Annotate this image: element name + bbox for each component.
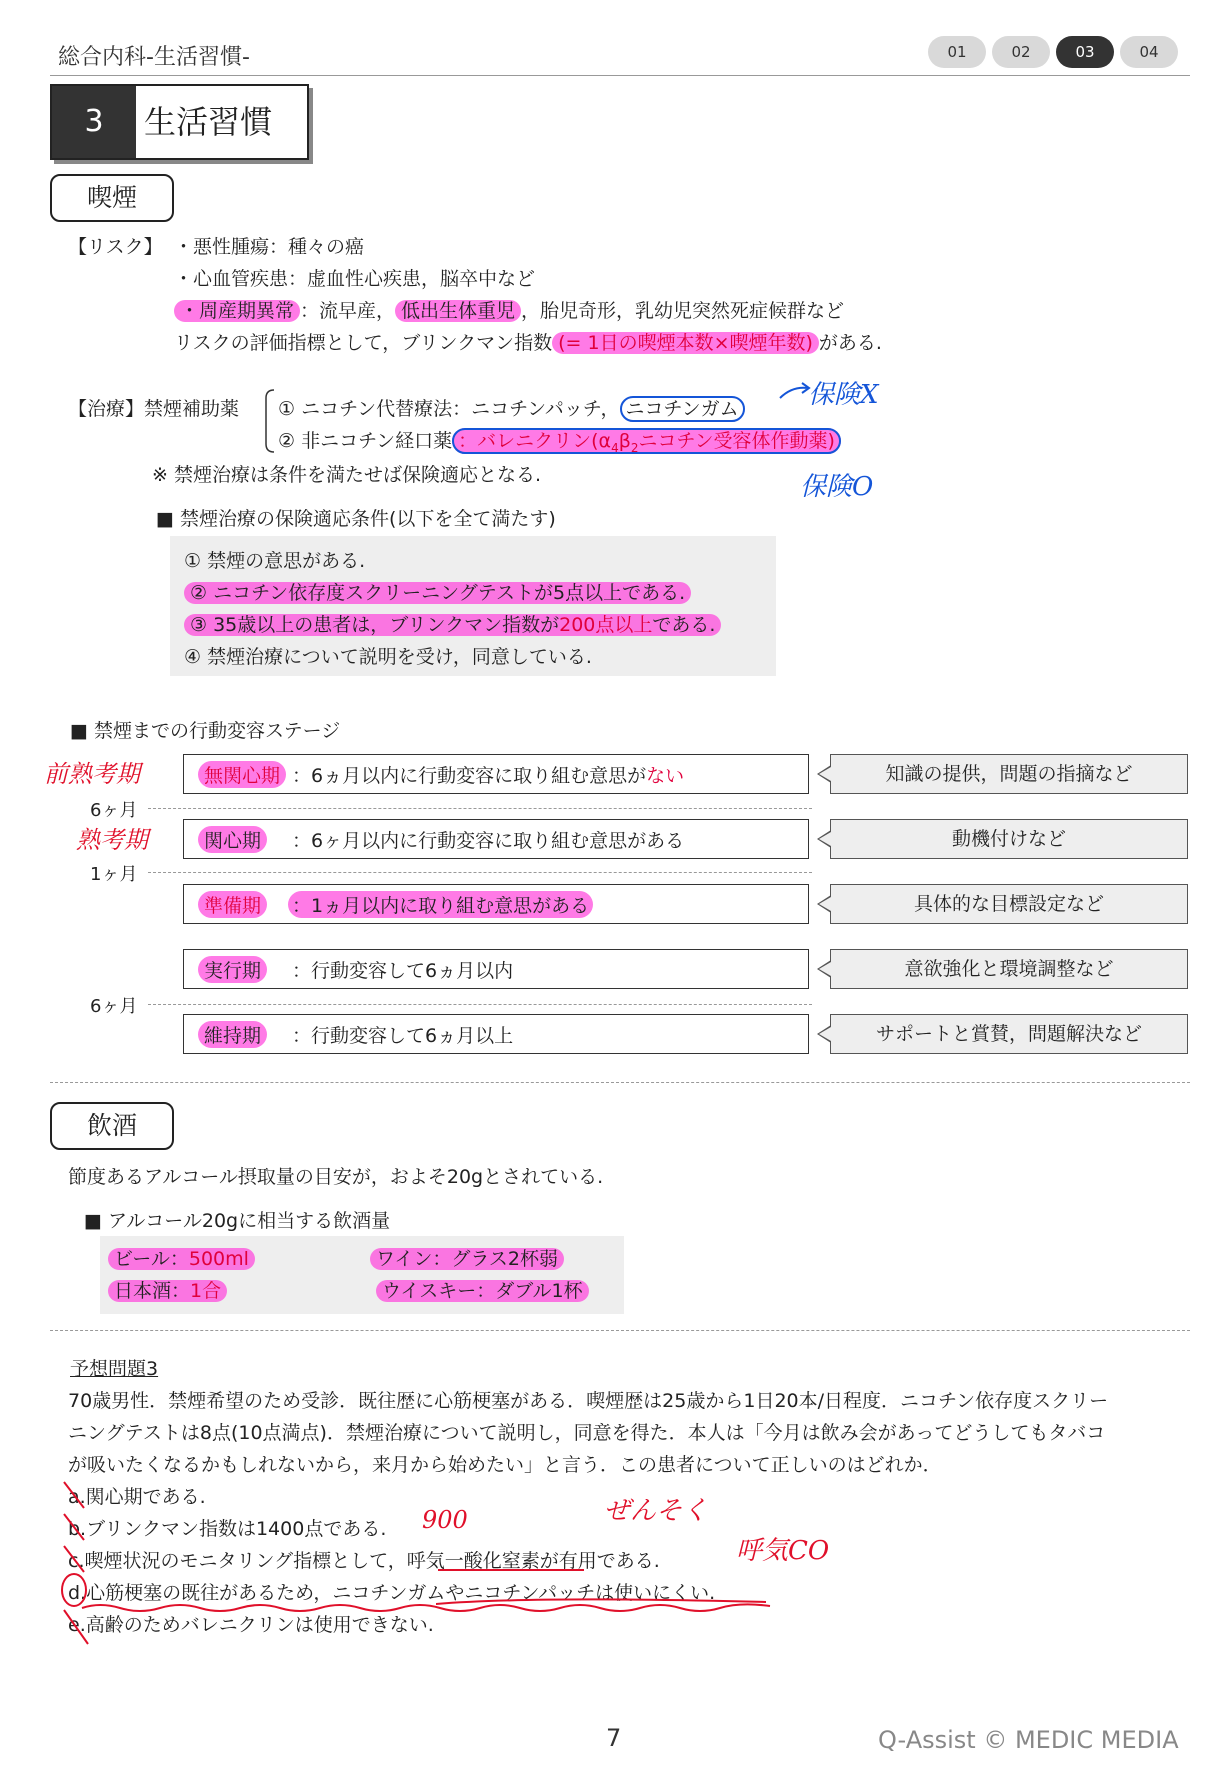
period-label: 6ヶ月 <box>90 996 138 1017</box>
insurance-note: ※ 禁煙治療は条件を満たせば保険適応となる. <box>152 464 542 486</box>
treatment-label: 【治療】禁煙補助薬 <box>68 398 240 420</box>
question-stem-line: ニングテストは8点(10点満点)．禁煙治療について説明し，同意を得た．本人は「今月は飲み会があってどうしてもタバコ <box>68 1422 1106 1444</box>
section-tab-smoking: 喫煙 <box>50 174 174 222</box>
header-divider <box>50 75 1190 76</box>
drug-nicotine-replacement: ① ニコチン代替療法：ニコチンパッチ， ニコチンガム <box>278 394 745 421</box>
alcohol-intro: 節度あるアルコール摂取量の目安が，およそ20gとされている. <box>68 1166 604 1188</box>
condition-1: ① 禁煙の意思がある. <box>184 550 366 572</box>
choice-c[interactable]: c.喫煙状況のモニタリング指標として，呼気一酸化窒素が有用である. <box>68 1550 660 1572</box>
alcohol-whisky: ウイスキー：ダブル1杯 <box>376 1276 589 1303</box>
handwritten-arrow-icon <box>778 380 812 402</box>
copyright: Q-Assist © MEDIC MEDIA <box>878 1726 1179 1754</box>
advice-preparation: 具体的な目標設定など <box>830 884 1188 924</box>
page-number: 7 <box>606 1724 622 1752</box>
handwritten-contemplation: 熟考期 <box>76 826 148 854</box>
alcohol-beer: ビール：500ml <box>108 1244 255 1271</box>
choice-d[interactable]: d.心筋梗塞の既往があるため，ニコチンガムやニコチンパッチは使いにくい. <box>68 1582 716 1604</box>
question-title: 予想問題3 <box>70 1358 159 1380</box>
question-stem-line: が吸いたくなるかもしれないから，来月から始めたい」と言う．この患者について正しいのはどれか． <box>68 1454 942 1476</box>
section-divider <box>50 1082 1190 1083</box>
handwritten-strike-marks-icon <box>58 1478 98 1648</box>
advice-action: 意欲強化と環境調整など <box>830 949 1188 989</box>
stage-precontemplation: 無関心期 ：6ヵ月以内に行動変容に取り組む意思がない <box>183 754 809 794</box>
chapter-heading <box>50 84 309 160</box>
period-divider <box>148 808 812 809</box>
advice-maintenance: サポートと賞賛，問題解決など <box>830 1014 1188 1054</box>
treatment-bracket <box>262 388 276 454</box>
choice-b[interactable]: b.ブリンクマン指数は1400点である. <box>68 1518 387 1540</box>
chapter-number: 3 <box>52 86 136 158</box>
choice-a[interactable]: a.関心期である. <box>68 1486 206 1508</box>
section-tab-alcohol: 飲酒 <box>50 1102 174 1150</box>
risk-item-cancer: ・悪性腫瘍：種々の癌 <box>174 236 365 258</box>
risk-label: 【リスク】 <box>68 236 163 258</box>
period-divider <box>148 872 812 873</box>
stage-maintenance: 維持期 ：行動変容して6ヵ月以上 <box>183 1014 809 1054</box>
handwritten-insurance-x: 保険X <box>808 380 879 410</box>
handwritten-c-note1: ぜんそく <box>604 1496 709 1526</box>
handwritten-b-note: 900 <box>422 1506 468 1534</box>
stage-action: 実行期 ：行動変容して6ヵ月以内 <box>183 949 809 989</box>
condition-3: ③ 35歳以上の患者は，ブリンクマン指数が200点以上である. <box>184 610 721 637</box>
risk-item-cardiovascular: ・心血管疾患：虚血性心疾患，脳卒中など <box>174 268 536 290</box>
alcohol-sake: 日本酒：1合 <box>108 1276 227 1303</box>
advice-contemplation: 動機付けなど <box>830 819 1188 859</box>
advice-precontemplation: 知識の提供，問題の指摘など <box>830 754 1188 794</box>
chapter-title: 生活習慣 <box>144 103 273 141</box>
insurance-conditions-title: ■ 禁煙治療の保険適応条件(以下を全て満たす) <box>156 508 556 530</box>
alcohol-equiv-title: ■ アルコール20gに相当する飲酒量 <box>84 1210 391 1232</box>
condition-2: ② ニコチン依存度スクリーニングテストが5点以上である. <box>184 578 691 605</box>
tab-03[interactable]: 03 <box>1056 36 1114 68</box>
header-title: 総合内科-生活習慣- <box>58 45 250 70</box>
question-stem-line: 70歳男性．禁煙希望のため受診．既往歴に心筋梗塞がある．喫煙歴は25歳から1日20本/日程度．ニコチン依存度スクリー <box>68 1390 1109 1412</box>
handwritten-insurance-o: 保険O <box>800 472 874 502</box>
alcohol-wine: ワイン：グラス2杯弱 <box>370 1244 564 1271</box>
handwritten-c-note2: 呼気CO <box>736 1536 830 1566</box>
drug-varenicline: ② 非ニコチン経口薬 ：バレニクリン($\alpha_4\beta_2$ニコチン受容体作動薬) <box>278 426 841 455</box>
period-divider <box>148 1004 812 1005</box>
stages-title: ■ 禁煙までの行動変容ステージ <box>70 720 341 742</box>
tab-01[interactable]: 01 <box>928 36 986 68</box>
choice-e[interactable]: e.高齢のためバレニクリンは使用できない. <box>68 1614 434 1636</box>
tab-04[interactable]: 04 <box>1120 36 1178 68</box>
period-label: 6ヶ月 <box>90 800 138 821</box>
condition-4: ④ 禁煙治療について説明を受け，同意している. <box>184 646 592 668</box>
risk-item-perinatal: ・周産期異常 ：流早産， 低出生体重児 ，胎児奇形，乳幼児突然死症候群など <box>174 296 844 323</box>
stage-preparation: 準備期 ：1ヵ月以内に取り組む意思がある <box>183 884 809 924</box>
period-label: 1ヶ月 <box>90 864 138 885</box>
tab-02[interactable]: 02 <box>992 36 1050 68</box>
handwritten-wavy-underline-icon <box>80 1600 780 1616</box>
brinkman-index-text: リスクの評価指標として，ブリンクマン指数 (= 1日の喫煙本数×喫煙年数) がある. <box>174 332 882 354</box>
handwritten-precontemplation: 前熟考期 <box>44 760 140 788</box>
stage-contemplation: 関心期 ：6ヶ月以内に行動変容に取り組む意思がある <box>183 819 809 859</box>
section-divider <box>50 1330 1190 1331</box>
